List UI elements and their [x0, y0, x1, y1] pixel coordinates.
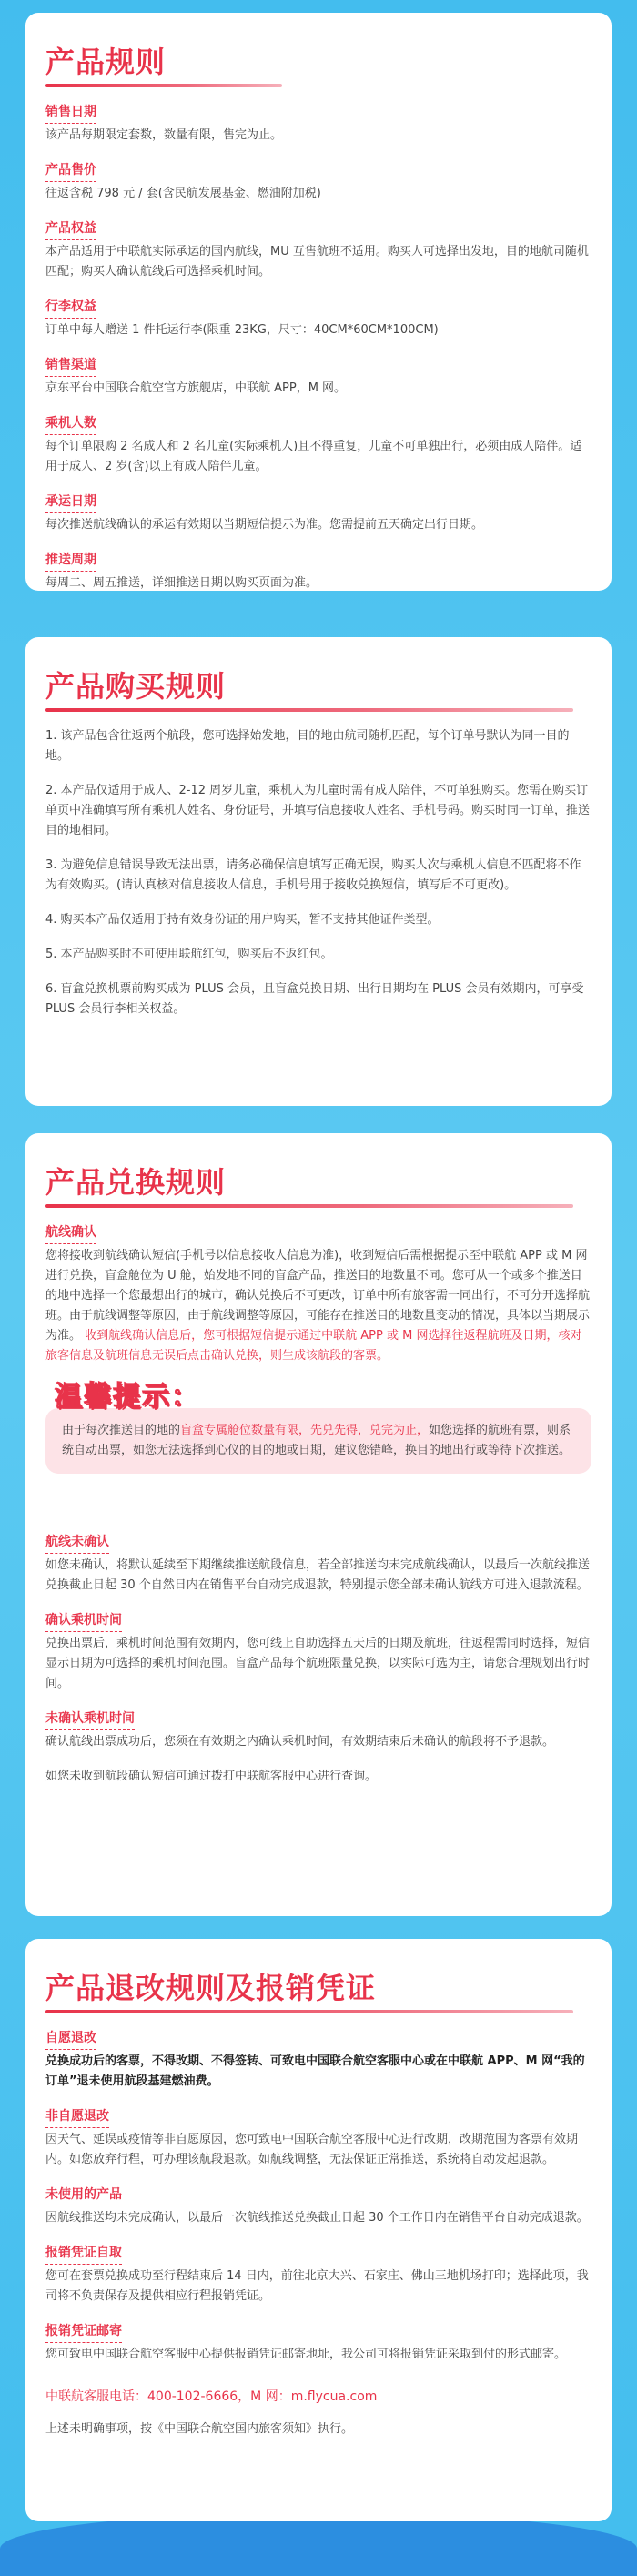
- rule-item: [46, 146, 592, 204]
- rule-text: 订单中每人赠送 1 件托运行李(限重 23KG，尺寸：40CM*60CM*100CM): [46, 323, 439, 337]
- rule-list: [46, 87, 592, 593]
- rule-heading: 行李权益: [46, 297, 96, 319]
- rule-heading: 推送周期: [46, 550, 96, 572]
- rule-text: 京东平台中国联合航空官方旗舰店，中联航 APP，M 网。: [46, 381, 347, 395]
- rule-item: [46, 1517, 592, 1596]
- confirm-text: 您将接收到航线确认短信(手机号以信息接收人信息为准)，收到短信后需根据提示至中联航 APP 或 M 网进行兑换，盲盒舱位为 U 舱，始发地不同的盲盒产品，推送目的地数量不同。您可从一个或多个推送目的地中选择一个您最想出行的城市，确认兑换后不可更改，订单中所有旅客需一同出行，不可分开选择航班。由于航线调整等原因，由于航线调整等原因，可能存在推送目的地数量变动的情况，具体以当期展示为准。: [46, 1249, 591, 1343]
- rule-item: [46, 477, 592, 535]
- purchase-item: 2. 本产品仅适用于成人、2-12 周岁儿童，乘机人为儿童时需有成人陪伴，不可单独购买。您需在购买订单页中准确填写所有乘机人姓名、身份证号，并填写信息接收人姓名、手机号码。购买时同一订单，推送目的地相同。: [46, 784, 591, 837]
- tip-text-pre: 由于每次推送目的地的: [62, 1424, 181, 1437]
- purchase-rules-card: [25, 637, 612, 1106]
- rule-heading: 销售渠道: [46, 355, 96, 377]
- rule-heading: 产品售价: [46, 160, 96, 182]
- section-title: 产品购买规则: [46, 669, 227, 704]
- rule-heading: 报销凭证自取: [46, 2243, 122, 2265]
- purchase-item: 5. 本产品购买时不可使用联航红包，购买后不返红包。: [46, 948, 333, 961]
- rule-heading: 航线未确认: [46, 1532, 109, 1554]
- rule-text: 因天气、延误或疫情等非自愿原因，您可致电中国联合航空客服中心进行改期，改期范围为客票有效期内。如您放弃行程，可办理该航段退款。如航线调整，无法保证正常推送，系统将自动发起退款。: [46, 2133, 579, 2166]
- rule-item: [46, 2228, 592, 2307]
- rule-text: [46, 1246, 592, 1366]
- rule-heading: 航线确认: [46, 1222, 96, 1244]
- rule-text: 该产品每期限定套数，数量有限，售完为止。: [46, 128, 283, 142]
- rule-text: 确认航线出票成功后，您须在有效期之内确认乘机时间，有效期结束后未确认的航段将不予退款。: [46, 1735, 555, 1749]
- rule-item: [46, 535, 592, 593]
- rule-text: 每次推送航线确认的承运有效期以当期短信提示为准。您需提前五天确定出行日期。: [46, 518, 484, 532]
- rule-text: 您可致电中国联合航空客服中心提供报销凭证邮寄地址，我公司可将报销凭证采取到付的形式邮寄。: [46, 2348, 567, 2361]
- warm-tip: [46, 1379, 592, 1474]
- tip-highlight: 盲盒专属舱位数量有限，先兑先得，兑完为止，: [180, 1424, 430, 1437]
- rule-item: [46, 2170, 592, 2228]
- query-note: 如您未收到航段确认短信可通过拨打中联航客服中心进行查询。: [46, 1770, 378, 1783]
- exchange-rules-card: [25, 1133, 612, 1916]
- purchase-item: 6. 盲盒兑换机票前购买成为 PLUS 会员，且盲盒兑换日期、出行日期均在 PLUS 会员有效期内，可享受 PLUS 会员行李相关权益。: [46, 982, 584, 1016]
- title-underline: [46, 1204, 573, 1208]
- rule-heading: 确认乘机时间: [46, 1610, 122, 1632]
- rule-text: 本产品适用于中联航实际承运的国内航线，MU 互售航班不适用。购买人可选择出发地，目的地航司随机匹配；购买人确认航线后可选择乘机时间。: [46, 245, 589, 279]
- title-underline: [46, 2010, 573, 2013]
- rule-text: 因航线推送均未完成确认，以最后一次航线推送兑换截止日起 30 个工作日内在销售平台自动完成退款。: [46, 2211, 589, 2225]
- rule-item: [46, 2307, 592, 2365]
- rule-item: [46, 282, 592, 340]
- rule-item: [46, 2092, 592, 2170]
- rule-item: [46, 399, 592, 477]
- closing-note: 上述未明确事项，按《中国联合航空国内旅客须知》执行。: [46, 2422, 354, 2436]
- purchase-item: 1. 该产品包含往返两个航段，您可选择始发地，目的地由航司随机匹配，每个订单号默认为同一目的地。: [46, 729, 570, 763]
- purchase-item: 3. 为避免信息错误导致无法出票，请务必确保信息填写正确无误，购买人次与乘机人信息不匹配将不作为有效购买。(请认真核对信息接收人信息，手机号用于接收兑换短信，填写后不可更改)。: [46, 858, 581, 892]
- rule-heading: 自愿退改: [46, 2028, 96, 2050]
- rule-item: [46, 1596, 592, 1694]
- product-rules-card: [25, 13, 612, 591]
- rule-text: 如您未确认，将默认延续至下期继续推送航段信息，若全部推送均未完成航线确认，以最后一次航线推送兑换截止日起 30 个自然日内在销售平台自动完成退款，特别提示您全部未确认航线方可进入退款流程。: [46, 1558, 591, 1592]
- rule-heading: 销售日期: [46, 102, 96, 124]
- rule-item: [46, 340, 592, 399]
- purchase-list: [46, 726, 592, 1019]
- bottom-wave-decoration: [0, 2512, 637, 2576]
- rule-text: 您可在套票兑换成功至行程结束后 14 日内，前往北京大兴、石家庄、佛山三地机场打印；选择此项，我司将不负责保存及提供相应行程报销凭证。: [46, 2269, 589, 2303]
- title-underline: [46, 708, 573, 712]
- section-title: 产品兑换规则: [46, 1165, 227, 1200]
- confirm-highlight: 收到航线确认信息后，您可根据短信提示通过中联航 APP 或 M 网选择往返程航班及日期，核对旅客信息及航班信息无误后点击确认兑换，则生成该航段的客票。: [46, 1329, 582, 1363]
- section-title: 产品规则: [46, 45, 167, 79]
- rule-heading: 未确认乘机时间: [46, 1709, 135, 1730]
- rule-heading: 承运日期: [46, 492, 96, 513]
- rule-text: 兑换成功后的客票，不得改期、不得签转、可致电中国联合航空客服中心或在中联航 APP、M 网“我的订单”退未使用航段基建燃油费。: [46, 2054, 585, 2088]
- tip-text-post: 如您选择的航班有票，则系统自动出票，如您无法选择到心仪的目的地或日期，建议您错峰，换目的地出行或等待下次推送。: [62, 1424, 571, 1457]
- customer-service-hotline: 中联航客服电话：400-102-6666，M 网：m.flycua.com: [46, 2389, 378, 2404]
- rule-text: 兑换出票后，乘机时间范围有效期内，您可线上自助选择五天后的日期及航班，往返程需同时选择，短信显示日期为可选择的乘机时间范围。盲盒产品每个航班限量兑换，以实际可选为主，请您合理规划出行时间。: [46, 1637, 591, 1690]
- rule-heading: 非自愿退改: [46, 2106, 109, 2128]
- tip-box: [46, 1408, 592, 1474]
- tip-title: 温馨提示：: [55, 1381, 200, 1413]
- rule-heading: 报销凭证邮寄: [46, 2321, 122, 2343]
- rule-item: [46, 204, 592, 282]
- rule-text: 每个订单限购 2 名成人和 2 名儿童(实际乘机人)且不得重复，儿童不可单独出行，必须由成人陪伴。适用于成人、2 岁(含)以上有成人陪伴儿童。: [46, 440, 582, 473]
- rule-item: [46, 1694, 592, 1752]
- rule-heading: 乘机人数: [46, 413, 96, 435]
- rule-heading: 未使用的产品: [46, 2185, 122, 2206]
- rule-text: 每周二、周五推送，详细推送日期以购买页面为准。: [46, 576, 318, 590]
- purchase-item: 4. 购买本产品仅适用于持有效身份证的用户购买，暂不支持其他证件类型。: [46, 913, 440, 927]
- rule-text: 往返含税 798 元 / 套(含民航发展基金、燃油附加税): [46, 187, 321, 200]
- refund-rules-card: [25, 1939, 612, 2521]
- rule-heading: 产品权益: [46, 218, 96, 240]
- section-title: 产品退改规则及报销凭证: [46, 1971, 377, 2005]
- spacer: [46, 1481, 592, 1517]
- rule-item: [46, 87, 592, 146]
